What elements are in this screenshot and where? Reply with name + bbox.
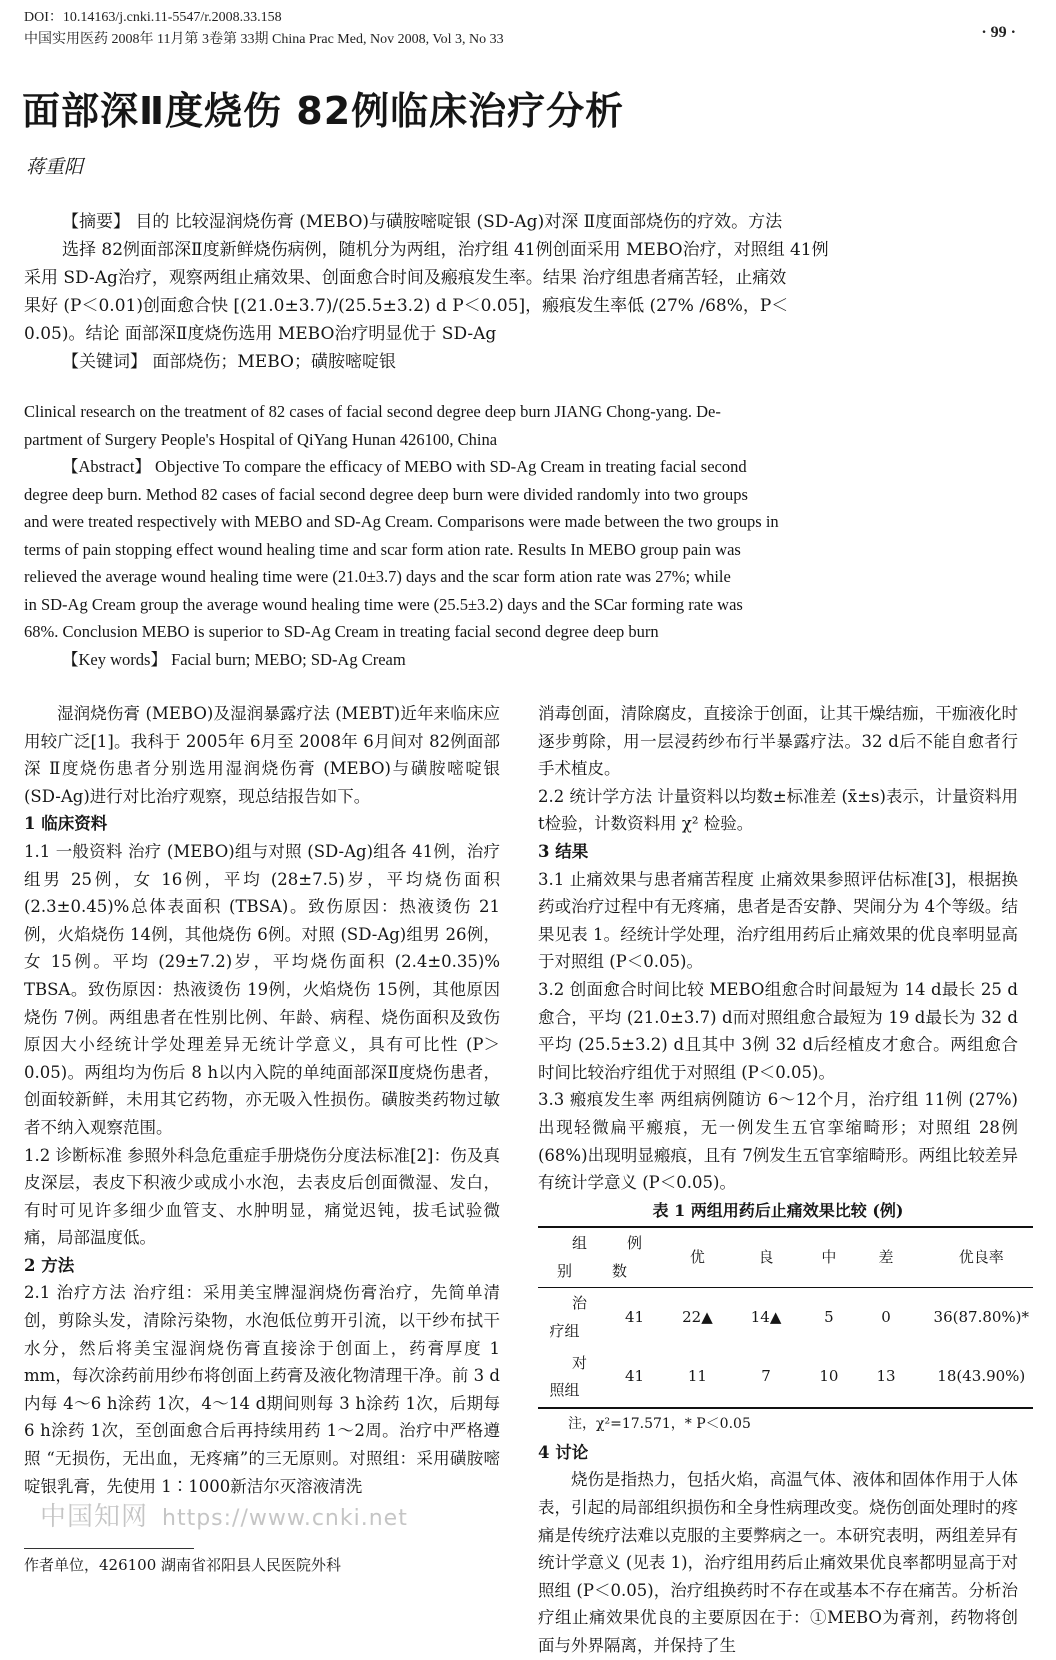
table-cell: 0 (881, 1308, 891, 1327)
table-cell: 18(43.90%) (937, 1367, 1026, 1386)
section-3-1: 3.1 止痛效果与患者痛苦程度 止痛效果参照评估标准[3]，根据换药或治疗过程中有无疼痛，患者是否安静、哭闹分为 4个等级。结果见表 1。经统计学处理，治疗组用药后止痛效果的优良率明显高于对照组 (P＜0.05)。 (538, 869, 1018, 972)
table-cell: 7 (761, 1367, 771, 1386)
table-header-cell: 优良率 (958, 1248, 1004, 1267)
section-heading-3: 3 结果 (538, 841, 589, 861)
continued-paragraph: 消毒创面，清除腐皮，直接涂于创面，让其干燥结痂，干痂液化时逐步剪除，用一层浸药纱布行半暴露疗法。32 d后不能自愈者行手术植皮。 (538, 704, 1018, 779)
table-header-cell: 优 (689, 1248, 705, 1267)
left-column (24, 700, 500, 1500)
abstract-line: 采用 SD-Ag治疗，观察两组止痛效果、创面愈合时间及瘢痕发生率。结果 治疗组患者痛苦轻，止痛效 (24, 268, 787, 288)
table-cell: 14▲ (750, 1308, 782, 1327)
english-abstract-line: 【Abstract】 Objective To compare the efficacy of MEBO with SD-Ag Cream in treating facial second (62, 457, 747, 476)
table-header-cell: 良 (758, 1248, 774, 1267)
english-abstract-line: terms of pain stopping effect wound healing time and scar form ation rate. Results In MEBO group pain was (24, 539, 741, 559)
keywords-en: 【Key words】 Facial burn; MEBO; SD-Ag Cream (62, 649, 406, 669)
english-abstract-line: in SD-Ag Cream group the average wound healing time were (25.5±3.2) days and the SCar forming rate was (24, 594, 743, 614)
abstract-line: 0.05)。结论 面部深Ⅱ度烧伤选用 MEBO治疗明显优于 SD-Ag (24, 324, 497, 344)
section-2-1: 2.1 治疗方法 治疗组：采用美宝牌湿润烧伤膏治疗，先简单清创，剪除头发，清除污染物，水泡低位剪开引流，以干纱布拭干水分，然后将美宝湿润烧伤膏直接涂于创面上，药膏厚度 1 mm，每次涂药前用纱布将创面上药膏及液化物清理干净。前 3 d内每 4～6 h涂药 1次，4～14 d期间则每 3 h涂药 1次，后期每 6 h涂药 1次，至创面愈合后再持续用药 1～2周。治疗中严格遵照 “无损伤，无出血，无疼痛”的三无原则。对照组：采用磺胺嘧啶银乳膏，先使用 1∶1000新洁尔灭溶液清洗 (24, 1283, 500, 1496)
table-row (538, 1288, 1033, 1348)
table-cell: 11 (687, 1367, 707, 1386)
table-cell: 41 (625, 1367, 645, 1386)
chinese-abstract (24, 208, 1032, 376)
table-title: 表 1 两组用药后止痛效果比较 (例) (652, 1200, 904, 1220)
keywords-cn: 【关键词】 面部烧伤；MEBO；磺胺嘧啶银 (62, 352, 396, 372)
section-3-2: 3.2 创面愈合时间比较 MEBO组愈合时间最短为 14 d最长 25 d愈合，平均 (21.0±3.7) d而对照组愈合最短为 19 d最长为 32 d平均 (25.5±3.2) d且其中 3例 32 d后经植皮才愈合。两组愈合时间比较治疗组优于对照组 (P＜0.05)。 (538, 979, 1018, 1082)
english-title-line: partment of Surgery People's Hospital of QiYang Hunan 426100, China (24, 429, 498, 449)
intro-paragraph: 湿润烧伤膏 (MEBO)及湿润暴露疗法 (MEBT)近年来临床应用较广泛[1]。我科于 2005年 6月至 2008年 6月间对 82例面部深 Ⅱ度烧伤患者分别选用湿润烧伤膏 (MEBO)与磺胺嘧啶银 (SD-Ag)进行对比治疗观察，现总结报告如下。 (24, 704, 500, 806)
watermark-logo-text: 中国知网 (40, 1502, 149, 1532)
section-1-2: 1.2 诊断标准 参照外科急危重症手册烧伤分度法标准[2]：伤及真皮深层，表皮下积液少或成小水泡，去表皮后创面微湿、发白，有时可见许多细少血管支、水肿明显，痛觉迟钝，拔毛试验微痛，局部温度低。 (24, 1145, 500, 1248)
results-table (538, 1226, 1033, 1409)
doi: DOI：10.14163/j.cnki.11-5547/r.2008.33.158 (24, 10, 282, 25)
table-note: 注，χ²=17.571，* P＜0.05 (568, 1415, 751, 1432)
right-column (538, 700, 1030, 1660)
table-cell: 41 (625, 1308, 645, 1327)
table-cell: 22▲ (682, 1308, 713, 1327)
section-heading-1: 1 临床资料 (24, 814, 108, 834)
section-heading-4: 4 讨论 (538, 1442, 589, 1462)
page-number: · 99 · (981, 24, 1016, 41)
table-cell: 10 (819, 1367, 839, 1386)
table-header-cell: 中 (821, 1248, 837, 1267)
watermark-url: https://www.cnki.net (162, 1506, 408, 1531)
english-abstract-line: 68%. Conclusion MEBO is superior to SD-Ag Cream in treating facial second degree deep burn (24, 622, 659, 641)
english-title-line: Clinical research on the treatment of 82 cases of facial second degree deep burn JIANG Chong-yang. De- (24, 402, 721, 421)
section-3-3: 3.3 瘢痕发生率 两组病例随访 6～12个月，治疗组 11例 (27%)出现轻微扁平瘢痕，无一例发生五官挛缩畸形；对照组 28例 (68%)出现明显瘢痕，且有 7例发生五官挛缩畸形。两组比较差异有统计学意义 (P＜0.05)。 (538, 1090, 1018, 1193)
table-cell: 对照组 (549, 1353, 588, 1400)
table-header-cell: 差 (878, 1248, 894, 1267)
author-affiliation: 作者单位，426100 湖南省祁阳县人民医院外科 (24, 1556, 342, 1574)
english-abstract-line: degree deep burn. Method 82 cases of facial second degree deep burn were divided randomly into two groups (24, 484, 748, 504)
abstract-line: 选择 82例面部深Ⅱ度新鲜烧伤病例，随机分为两组，治疗组 41例创面采用 MEBO治疗，对照组 41例 (62, 240, 829, 260)
english-abstract-line: and were treated respectively with MEBO and SD-Ag Cream. Comparisons were made between the two groups in (24, 512, 779, 531)
table-row (538, 1348, 1033, 1408)
english-abstract (24, 398, 1032, 673)
abstract-line: 【摘要】 目的 比较湿润烧伤膏 (MEBO)与磺胺嘧啶银 (SD-Ag)对深 Ⅱ度面部烧伤的疗效。方法 (62, 212, 783, 232)
table-cell: 13 (876, 1367, 896, 1386)
cnki-watermark (40, 1496, 408, 1533)
author-name: 蒋重阳 (26, 156, 84, 178)
section-heading-2: 2 方法 (24, 1255, 75, 1275)
table-cell: 36(87.80%)* (933, 1308, 1030, 1327)
section-2-2: 2.2 统计学方法 计量资料以均数±标准差 (x̄±s)表示，计量资料用 t检验，计数资料用 χ² 检验。 (538, 786, 1018, 834)
table-cell: 5 (824, 1308, 834, 1327)
table-header-row (538, 1227, 1033, 1288)
footnote-divider (24, 1548, 194, 1549)
journal-info: 中国实用医药 2008年 11月第 3卷第 33期 China Prac Med, Nov 2008, Vol 3, No 33 (24, 32, 504, 47)
table-header-cell: 例数 (612, 1234, 643, 1280)
section-4-paragraph: 烧伤是指热力，包括火焰，高温气体、液体和固体作用于人体表，引起的局部组织损伤和全身性病理改变。烧伤创面处理时的疼痛是传统疗法难以克服的主要弊病之一。本研究表明，两组差异有统计学意义 (见表 1)，治疗组用药后止痛效果优良率都明显高于对照组 (P＜0.05)，治疗组换药时不存在或基本不存在痛苦。分析治疗组止痛效果优良的主要原因在于：①MEBO为膏剂，药物将创面与外界隔离，并保持了生 (538, 1470, 1018, 1655)
abstract-line: 果好 (P＜0.01)创面愈合快 [(21.0±3.7)/(25.5±3.2) d P＜0.05]，瘢痕发生率低 (27% /68%，P＜ (24, 296, 789, 316)
section-1-1: 1.1 一般资料 治疗 (MEBO)组与对照 (SD-Ag)组各 41例，治疗组男 25例，女 16例，平均 (28±7.5)岁，平均烧伤面积 (2.3±0.45)%总体表面积 (TBSA)。致伤原因：热液烫伤 21例，火焰烧伤 14例，其他烧伤 6例。对照 (SD-Ag)组男 26例，女 15例。平均 (29±7.2)岁，平均烧伤面积 (2.4±0.35)% TBSA。致伤原因：热液烫伤 19例，火焰烧伤 15例，其他原因烧伤 7例。两组患者在性别比例、年龄、病程、烧伤面积及致伤原因大小经统计学处理差异无统计学意义，具有可比性 (P＞0.05)。两组均为伤后 8 h以内入院的单纯面部深Ⅱ度烧伤患者，创面较新鲜，未用其它药物，亦无吸入性损伤。磺胺类药物过敏者不纳入观察范围。 (24, 841, 500, 1137)
table-header-cell: 组别 (557, 1234, 588, 1280)
table-cell: 治疗组 (549, 1294, 588, 1341)
article-title: 面部深Ⅱ度烧伤 82例临床治疗分析 (22, 89, 625, 133)
english-abstract-line: relieved the average wound healing time were (21.0±3.7) days and the scar form ation rate was 27%; while (24, 567, 731, 586)
